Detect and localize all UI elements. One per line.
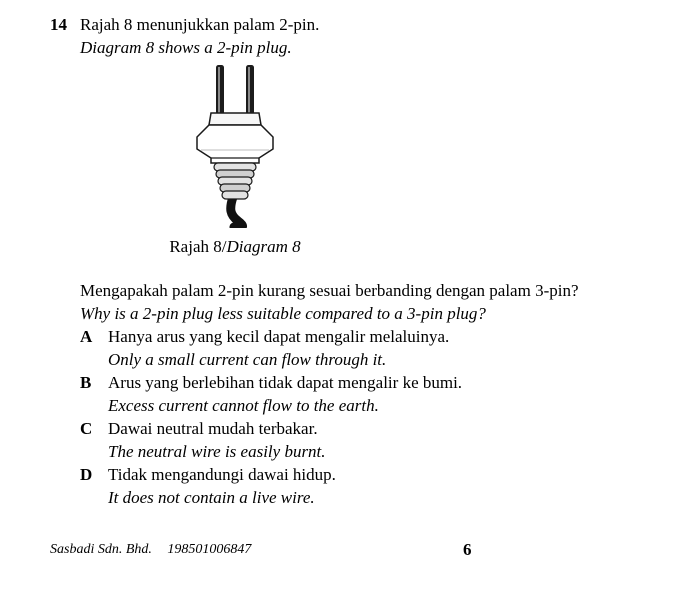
option-a xyxy=(80,325,654,371)
plug-cable-icon xyxy=(231,197,243,228)
option-b-text xyxy=(108,371,654,417)
option-c-english: The neutral wire is easily burnt. xyxy=(108,442,326,461)
option-c-text xyxy=(108,417,654,463)
question-number: 14 xyxy=(50,15,67,34)
question-prompt-english: Why is a 2-pin plug less suitable compared to a 3-pin plug? xyxy=(80,304,486,323)
option-c-malay: Dawai neutral mudah terbakar. xyxy=(108,419,318,438)
question-prompt-malay: Mengapakah palam 2-pin kurang sesuai berbanding dengan palam 3-pin? xyxy=(80,281,579,300)
option-c xyxy=(80,417,654,463)
option-b-malay: Arus yang berlebihan tidak dapat mengalir ke bumi. xyxy=(108,373,463,392)
publisher-registration-number: 198501006847 xyxy=(167,542,252,557)
question-body xyxy=(80,13,654,509)
option-b-letter: B xyxy=(80,373,92,392)
plug-pins-icon xyxy=(216,65,254,115)
plug-strain-relief-icon xyxy=(214,163,256,199)
option-a-malay: Hanya arus yang kecil dapat mengalir melaluinya. xyxy=(108,327,450,346)
question-stem-english: Diagram 8 shows a 2-pin plug. xyxy=(80,38,292,57)
page-footer xyxy=(50,541,654,559)
page-number: 6 xyxy=(463,540,472,559)
option-b xyxy=(80,371,654,417)
figure-diagram-8 xyxy=(160,63,310,258)
option-d-letter: D xyxy=(80,465,93,484)
option-d-text xyxy=(108,463,654,509)
option-a-text xyxy=(108,325,654,371)
figure-caption-malay: Rajah 8/ xyxy=(169,237,227,256)
option-d xyxy=(80,463,654,509)
question-stem-malay: Rajah 8 menunjukkan palam 2-pin. xyxy=(80,15,320,34)
plug-top-cap-icon xyxy=(209,113,261,125)
option-d-english: It does not contain a live wire. xyxy=(108,488,315,507)
figure-caption xyxy=(160,235,310,258)
figure-caption-english: Diagram 8 xyxy=(226,237,301,256)
question-block xyxy=(50,13,654,509)
option-a-english: Only a small current can flow through it. xyxy=(108,350,387,369)
plug-body-icon xyxy=(197,125,273,163)
option-b-english: Excess current cannot flow to the earth. xyxy=(108,396,379,415)
publisher-name: Sasbadi Sdn. Bhd. xyxy=(50,542,152,557)
two-pin-plug-icon xyxy=(185,63,285,228)
option-c-letter: C xyxy=(80,419,93,438)
option-d-malay: Tidak mengandungi dawai hidup. xyxy=(108,465,336,484)
option-a-letter: A xyxy=(80,327,93,346)
